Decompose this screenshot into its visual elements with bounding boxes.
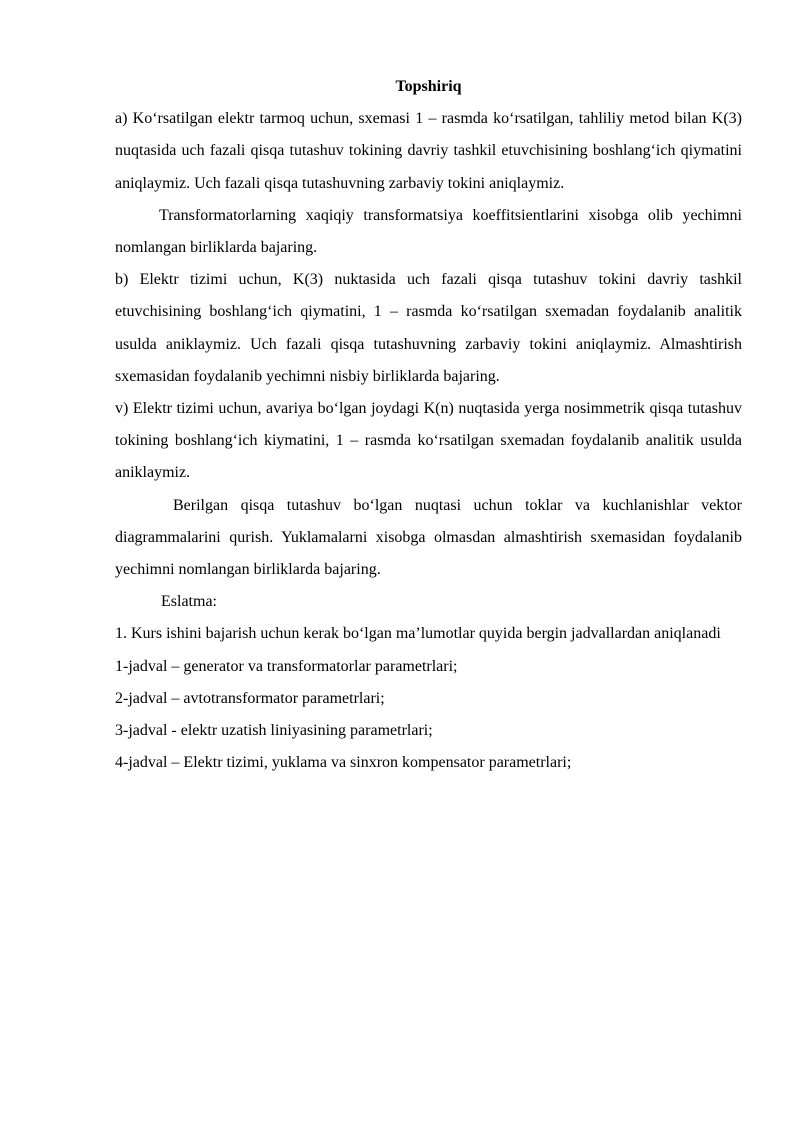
table-reference-1: 1-jadval – generator va transformatorlar parametrlari;: [115, 657, 458, 675]
note-heading: Eslatma:: [161, 593, 217, 611]
note-item-1: 1. Kurs ishini bajarish uchun kerak bo‘lgan ma’lumotlar quyida bergin jadvallardan aniqlanadi: [115, 625, 721, 643]
paragraph-task-v: v) Elektr tizimi uchun, avariya bo‘lgan joydagi K(n) nuqtasida yerga nosimmetrik qisqa tutashuv tokining boshlang‘ich kiymatini, 1 – rasmda ko‘rsatilgan sxemadan foydalanib analitik usulda aniklaymiz.: [115, 400, 742, 482]
table-reference-4: 4-jadval – Elektr tizimi, yuklama va sinxron kompensator parametrlari;: [115, 754, 572, 772]
paragraph-task-a-note: Transformatorlarning xaqiqiy transformatsiya koeffitsientlarini xisobga olib yechimni nomlangan birliklarda bajaring.: [115, 206, 742, 257]
paragraph-task-a: a) Ko‘rsatilgan elektr tarmoq uchun, sxemasi 1 – rasmda ko‘rsatilgan, tahliliy metod bilan K(3) nuqtasida uch fazali qisqa tutashuv tokining davriy tashkil etuvchisining boshlang‘ich qiymatini aniqlaymiz. Uch fazali qisqa tutashuvning zarbaviy tokini aniqlaymiz.: [115, 110, 742, 192]
paragraph-task-v-note: Berilgan qisqa tutashuv bo‘lgan nuqtasi uchun toklar va kuchlanishlar vektor diagrammalarini qurish. Yuklamalarni xisobga olmasdan almashtirish sxemasidan foydalanib yechimni nomlangan birliklarda bajaring.: [115, 496, 742, 579]
document-body: [115, 71, 742, 779]
table-reference-3: 3-jadval - elektr uzatish liniyasining parametrlari;: [115, 722, 433, 740]
paragraph-task-b: b) Elektr tizimi uchun, K(3) nuktasida uch fazali qisqa tutashuv tokini davriy tashkil etuvchisining boshlang‘ich qiymatini, 1 – rasmda ko‘rsatilgan sxemadan foydalanib analitik usulda aniklaymiz. Uch fazali qisqa tutashuvning zarbaviy tokini aniqlaymiz. Almashtirish sxemasidan foydalanib yechimni nisbiy birliklarda bajaring.: [115, 271, 742, 385]
table-reference-2: 2-jadval – avtotransformator parametrlari;: [115, 689, 385, 707]
document-title: Topshiriq: [395, 78, 462, 95]
